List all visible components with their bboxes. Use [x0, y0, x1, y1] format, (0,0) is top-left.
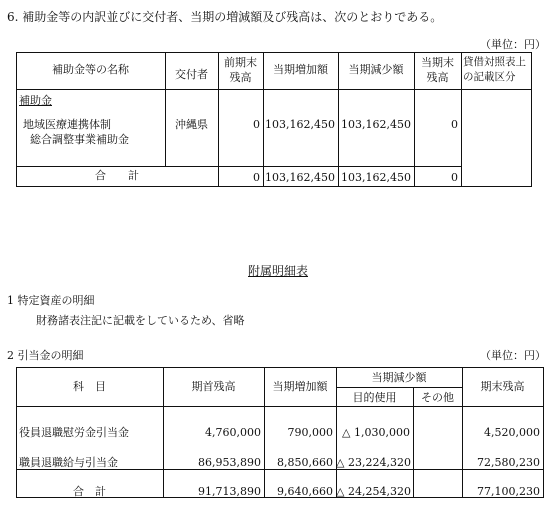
prov-row2-subject: 職員退職給与引当金	[19, 456, 118, 469]
col-header-bs-1: 貸借対照表上	[463, 56, 526, 68]
col-header-increase: 当期増加額	[273, 63, 328, 76]
grant-category: 補助金	[19, 94, 52, 107]
prov-row2-increase: 8,850,660	[277, 456, 333, 469]
prov-row1-closing: 4,520,000	[484, 426, 540, 439]
col-header-bs-2: の記載区分	[463, 71, 516, 83]
prov-header-other: その他	[421, 391, 454, 404]
grant-total-decrease: 103,162,450	[341, 171, 411, 184]
prov-header-purpose: 目的使用	[352, 391, 397, 404]
grant-grantor: 沖縄県	[175, 118, 208, 131]
grant-total-prev: 0	[253, 171, 260, 184]
prov-row2-opening: 86,953,890	[198, 456, 261, 469]
col-header-name: 補助金等の名称	[52, 63, 129, 76]
prov-total-opening: 91,713,890	[198, 485, 261, 498]
grant-item-line1: 地域医療連携体制	[23, 118, 111, 131]
prov-row2-purpose: △ 23,224,320	[336, 456, 411, 469]
grant-total-increase: 103,162,450	[265, 171, 335, 184]
grant-item-line2: 総合調整事業補助金	[30, 133, 129, 146]
grant-total-label: 合 計	[95, 169, 139, 182]
section2-unit: （単位：円）	[480, 349, 546, 362]
grant-prev: 0	[253, 118, 260, 131]
section1-note: 財務諸表注記に記載をしているため、省略	[36, 314, 245, 327]
col-header-prev-1: 前期末	[224, 56, 257, 69]
prov-header-opening: 期首残高	[191, 380, 236, 393]
prov-header-decrease: 当期減少額	[371, 371, 427, 384]
col-header-decrease: 当期減少額	[348, 63, 404, 76]
prov-header-subject: 科 目	[73, 380, 106, 393]
prov-header-increase: 当期増加額	[272, 380, 328, 393]
section2-heading: 2 引当金の明細	[7, 349, 84, 362]
section1-heading: 1 特定資産の明細	[7, 294, 95, 307]
col-header-grantor: 交付者	[175, 68, 208, 81]
grant-end: 0	[451, 118, 458, 131]
section6-unit: （単位：円）	[480, 38, 546, 51]
prov-total-closing: 77,100,230	[477, 485, 540, 498]
appendix-title: 附属明細表	[248, 264, 309, 278]
prov-total-purpose: △ 24,254,320	[336, 485, 411, 498]
prov-total-increase: 9,640,660	[277, 485, 333, 498]
section6-heading: 6. 補助金等の内訳並びに交付者、当期の増減額及び残高は、次のとおりである。	[7, 10, 443, 24]
grant-total-end: 0	[451, 171, 458, 184]
prov-header-closing: 期末残高	[480, 380, 525, 393]
col-header-end-1: 当期末	[421, 56, 454, 69]
prov-row1-opening: 4,760,000	[205, 426, 261, 439]
prov-row1-increase: 790,000	[287, 426, 333, 439]
prov-row1-subject: 役員退職慰労金引当金	[19, 426, 129, 439]
grant-increase: 103,162,450	[265, 118, 335, 131]
prov-row1-purpose: △ 1,030,000	[342, 426, 410, 439]
prov-total-label: 合 計	[73, 485, 106, 498]
grant-decrease: 103,162,450	[341, 118, 411, 131]
col-header-end-2: 残高	[426, 71, 449, 84]
prov-row2-closing: 72,580,230	[477, 456, 540, 469]
col-header-prev-2: 残高	[229, 71, 252, 84]
